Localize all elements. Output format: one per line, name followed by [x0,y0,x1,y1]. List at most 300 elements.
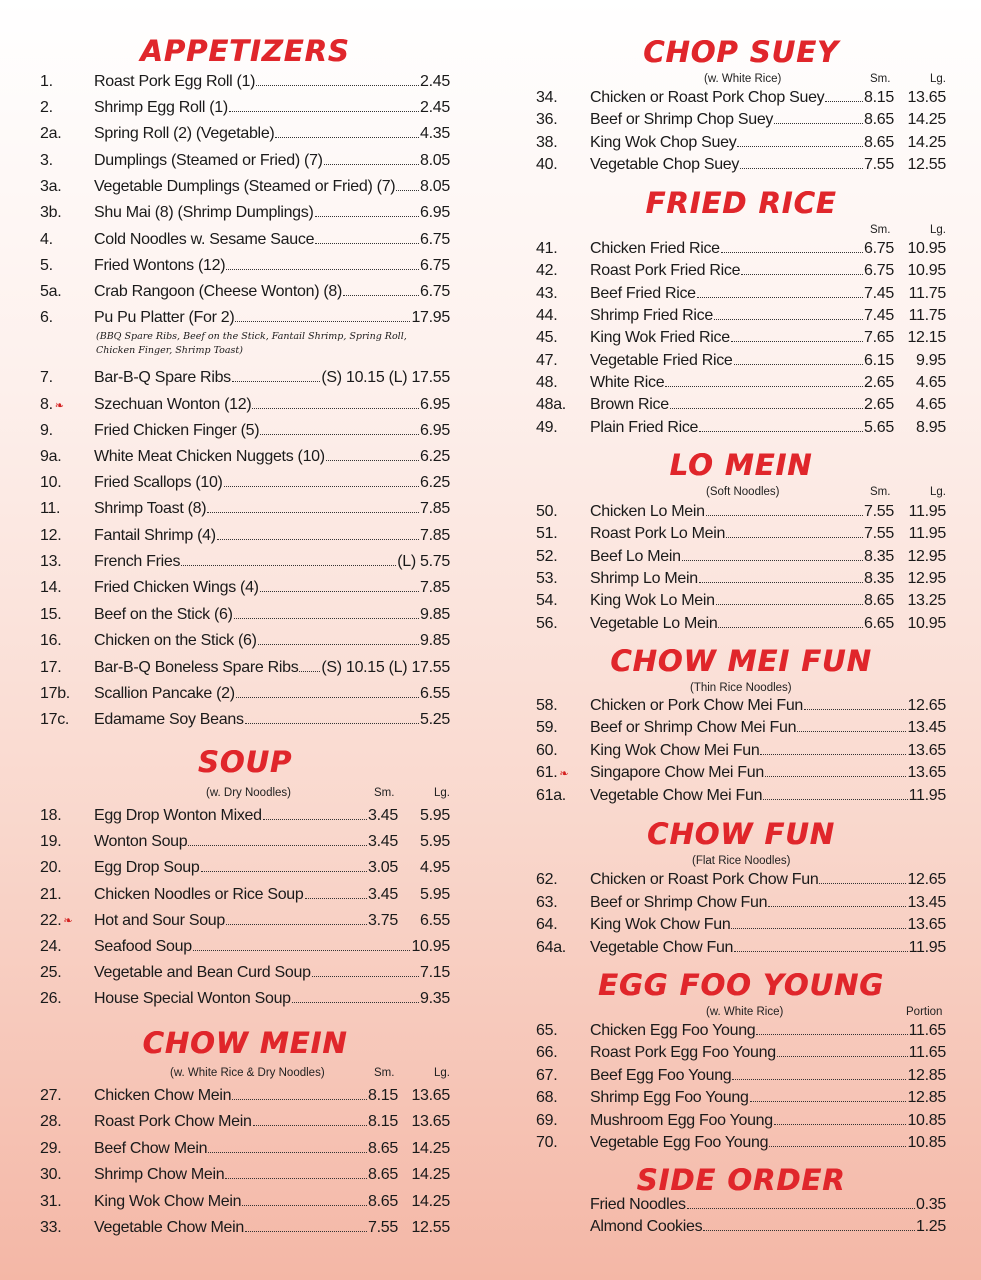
dot-leader [235,321,410,322]
item-price: 10.85 [907,1111,946,1129]
item-number [40,448,94,466]
dot-leader [188,845,367,846]
item-name: Vegetable Fried Rice [590,351,733,369]
item-number-text: 43. [536,284,558,302]
item-price-small: 6.15 [864,351,894,369]
item-price: 6.95 [420,204,450,221]
item-price-small: 3.45 [368,885,398,903]
fried-rice-title: FRIED RICE [645,186,837,220]
item-name: Vegetable Lo Mein [590,614,718,632]
item-price-large: 14.25 [411,1192,450,1210]
item-number [536,396,590,414]
item-number [536,1112,590,1130]
item-price-large: 5.95 [420,807,450,824]
item-number-text: 38. [536,133,558,151]
item-name: Fantail Shrimp (4) [94,527,216,544]
menu-item [40,711,450,733]
item-number-text: 70. [536,1134,558,1151]
soup-subtitle: (w. Dry Noodles) [206,787,291,799]
item-name: Pu Pu Platter (For 2) [94,309,235,326]
item-name: Shrimp Chow Mein [94,1166,225,1184]
dot-leader [750,1101,907,1102]
item-price-large: 13.65 [907,89,946,106]
item-number [40,73,94,91]
item-number-text: 66. [536,1044,558,1062]
item-price-small: 8.35 [864,569,894,587]
item-price: 13.45 [907,893,946,911]
dot-leader [768,906,906,907]
dot-leader [716,604,863,605]
menu-item [536,1089,946,1111]
menu-item [536,419,946,441]
appetizers-title: APPETIZERS [140,34,350,68]
chow-fun-title: CHOW FUN [647,817,835,851]
menu-item [40,553,450,575]
item-name: Beef or Shrimp Chow Fun [590,893,768,911]
item-name: Dumplings (Steamed or Fried) (7) [94,152,323,169]
item-number [40,938,94,956]
item-name: Fried Scallops (10) [94,474,223,491]
item-number [536,262,590,280]
item-price-small: 7.65 [864,329,894,347]
item-price-small: 7.55 [864,503,894,520]
item-number [40,231,94,249]
item-number [40,1166,94,1184]
chop-suey-sm-header: Sm. [870,73,891,85]
menu-item [536,285,946,307]
menu-item [40,204,450,226]
item-number [536,719,590,737]
item-price-large: 8.95 [916,418,946,436]
item-number [40,1140,94,1158]
menu-item [40,527,450,549]
item-number-text: 20. [40,859,62,877]
item-name: Shrimp Toast (8) [94,500,207,517]
dot-leader [670,408,863,409]
dot-leader [245,1231,367,1232]
chop-suey-lg-header: Lg. [930,73,946,85]
menu-item [536,1067,946,1089]
item-number-text: 2a. [40,125,62,142]
dot-leader [260,591,419,592]
item-price-large: 12.95 [907,569,946,587]
item-name: King Wok Chop Suey [590,133,737,151]
item-price-small: 7.45 [864,307,894,325]
menu-item [536,329,946,351]
item-price: 13.65 [907,764,946,782]
chow-mei-fun-subtitle: (Thin Rice Noodles) [690,682,792,694]
chili-pepper-icon: ❧ [54,399,64,412]
item-number [40,152,94,170]
item-number [536,939,590,957]
item-name: Vegetable Chow Mein [94,1219,244,1236]
dot-leader [226,924,367,925]
item-number [40,369,94,387]
item-number-text: 9. [40,422,53,439]
item-number [40,579,94,597]
item-price-small: 7.45 [864,284,894,302]
item-name: Chicken or Roast Pork Chow Fun [590,871,819,888]
chow-mein-lg-header: Lg. [434,1067,450,1079]
item-price: 12.85 [907,1066,946,1084]
menu-item [536,1134,946,1156]
item-name: Wonton Soup [94,833,188,851]
menu-item [536,396,946,418]
item-number [40,990,94,1008]
menu-item [40,448,450,470]
item-number-text: 36. [536,111,558,129]
item-number [40,606,94,624]
item-number-text: 5a. [40,283,62,300]
item-number [40,711,94,729]
item-price: 12.65 [907,871,946,888]
item-name: Edamame Soy Beans [94,711,244,728]
item-price-large: 14.25 [411,1166,450,1184]
dot-leader [731,928,906,929]
item-price: 6.25 [420,448,450,465]
dot-leader [181,565,396,566]
dot-leader [292,1002,419,1003]
item-price-small: 8.15 [368,1113,398,1131]
dot-leader [756,1034,907,1035]
item-price: 12.85 [907,1089,946,1107]
item-price-small: 6.65 [864,614,894,632]
item-number [40,632,94,650]
item-number-text: 47. [536,351,558,369]
chow-mei-fun-title: CHOW MEI FUN [610,644,872,678]
dot-leader [734,951,907,952]
menu-item [40,833,450,855]
dot-leader [763,799,907,800]
side-order-title: SIDE ORDER [636,1163,846,1197]
menu-item [536,134,946,156]
item-number [40,500,94,518]
item-number [40,1113,94,1131]
item-name: Hot and Sour Soup [94,911,225,929]
chow-mein-subtitle: (w. White Rice & Dry Noodles) [170,1067,325,1079]
item-name: Shrimp Lo Mein [590,569,698,587]
menu-item [536,156,946,178]
menu-item [40,152,450,174]
item-name: Scallion Pancake (2) [94,685,235,702]
item-price-large: 4.95 [420,859,450,877]
item-number-text: 19. [40,833,62,851]
item-name: Beef Chow Mein [94,1139,208,1157]
item-number [536,871,590,889]
item-number [536,111,590,129]
item-number [40,422,94,440]
item-number-text: 51. [536,525,558,543]
item-price: 0.35 [916,1196,946,1213]
menu-item [536,570,946,592]
item-price: 2.45 [420,73,450,90]
dot-leader [263,819,367,820]
menu-item [40,125,450,147]
item-price-large: 13.65 [411,1113,450,1131]
menu-item [536,525,946,547]
item-price: 11.65 [908,1044,946,1062]
item-name: White Meat Chicken Nuggets (10) [94,448,325,465]
item-price-large: 12.55 [907,156,946,174]
menu-item [536,307,946,329]
item-price-small: 6.75 [864,262,894,280]
item-number-text: 5. [40,257,53,274]
item-price-small: 8.65 [368,1139,398,1157]
item-number [40,527,94,545]
item-name: Shrimp Fried Rice [590,307,713,325]
menu-item [40,1219,450,1241]
item-price-small: 6.75 [864,240,894,257]
menu-item [536,1044,946,1066]
chili-pepper-icon: ❧ [559,767,569,780]
item-number [40,309,94,327]
dot-leader [256,85,419,86]
item-name: Bar-B-Q Spare Ribs [94,369,231,386]
dot-leader [305,898,368,899]
item-number [536,764,590,782]
item-name: Beef Fried Rice [590,284,696,302]
item-price-small: 8.15 [864,89,894,106]
menu-item [40,579,450,601]
item-name: Bar-B-Q Boneless Spare Ribs [94,659,299,676]
item-name: Fried Noodles [590,1196,686,1213]
item-price-large: 10.95 [907,262,946,280]
item-price: 6.75 [420,257,450,274]
dot-leader [760,754,906,755]
item-number [536,570,590,588]
item-number-text: 12. [40,527,62,544]
item-price: 7.15 [420,964,450,982]
item-number [536,419,590,437]
menu-item [536,1196,946,1218]
menu-item [40,1087,450,1109]
item-number-text: 68. [536,1089,558,1107]
item-number-text: 69. [536,1111,558,1129]
item-number-text: 53. [536,569,558,587]
item-number [536,697,590,715]
item-price: 9.85 [420,632,450,649]
item-price-large: 10.95 [907,614,946,632]
item-price: 7.85 [420,500,450,517]
item-price-large: 11.95 [908,503,946,520]
item-price-small: 7.55 [368,1219,398,1236]
item-price-small: 3.45 [368,833,398,851]
item-number-text: 7. [40,369,53,386]
menu-item [40,990,450,1012]
item-name: Egg Drop Wonton Mixed [94,807,262,824]
menu-item [536,719,946,741]
dot-leader [343,295,419,296]
item-number-text: 27. [40,1087,62,1104]
item-price: 6.95 [420,422,450,439]
menu-item [536,111,946,133]
item-number-text: 17c. [40,711,70,728]
item-number [40,964,94,982]
menu-item [40,606,450,628]
item-number-text: 58. [536,697,558,714]
dot-leader [765,776,907,777]
item-price-large: 11.75 [908,284,946,302]
item-number [40,1219,94,1237]
item-number [536,742,590,760]
item-price: 10.95 [411,938,450,955]
item-number-text: 59. [536,719,558,737]
item-name: Roast Pork Egg Foo Young [590,1044,776,1062]
item-number-text: 41. [536,240,558,257]
dot-leader [226,269,419,270]
item-price-small: 2.65 [864,374,894,392]
item-price-small: 3.45 [368,807,398,824]
item-name: Shrimp Egg Roll (1) [94,99,228,116]
item-number [40,178,94,196]
dot-leader [236,697,419,698]
menu-item [536,374,946,396]
item-number [536,525,590,543]
dot-leader [201,871,368,872]
menu-item [536,592,946,614]
menu-item [40,1166,450,1188]
menu-item [40,369,450,391]
dot-leader [207,512,419,513]
menu-item [536,894,946,916]
item-number [40,859,94,877]
dot-leader [737,146,863,147]
item-number [536,548,590,566]
dot-leader [224,486,419,487]
item-number [40,553,94,571]
item-number [536,787,590,805]
chow-fun-subtitle: (Flat Rice Noodles) [692,855,791,867]
item-price-large: 5.95 [420,885,450,903]
menu-item [40,73,450,95]
dot-leader [193,950,411,951]
item-price-large: 12.15 [907,329,946,347]
item-price: 17.95 [411,309,450,326]
item-name: Vegetable Chop Suey [590,156,740,174]
item-name: Chicken Noodles or Rice Soup [94,885,304,903]
egg-foo-young-portion-header: Portion [906,1006,943,1018]
item-number [40,99,94,117]
item-number-text: 67. [536,1066,558,1084]
menu-item [536,787,946,809]
dot-leader [797,731,906,732]
chop-suey-subtitle: (w. White Rice) [704,73,782,85]
menu-item [40,231,450,253]
item-number [536,592,590,610]
item-price: 12.65 [907,697,946,714]
item-name: Singapore Chow Mei Fun [590,764,764,782]
item-price-small: 8.15 [368,1087,398,1104]
item-number-text: 21. [40,885,62,903]
item-name: Beef on the Stick (6) [94,606,233,623]
soup-lg-header: Lg. [434,787,450,799]
dot-leader [299,671,320,672]
item-price: 2.45 [420,99,450,116]
item-price-large: 14.25 [907,111,946,129]
item-number-text: 3. [40,152,53,169]
dot-leader [312,976,419,977]
chow-mein-sm-header: Sm. [374,1067,395,1079]
item-number [40,886,94,904]
dot-leader [741,274,863,275]
item-name: Crab Rangoon (Cheese Wonton) (8) [94,283,343,300]
item-number [536,916,590,934]
dot-leader [234,618,419,619]
item-number [40,807,94,825]
item-number [536,1044,590,1062]
item-price-large: 5.95 [420,833,450,851]
item-number-text: 29. [40,1139,62,1157]
item-name: Roast Pork Egg Roll (1) [94,73,256,90]
item-number-text: 3b. [40,204,62,221]
item-price: 11.95 [908,938,946,956]
item-name: Brown Rice [590,396,669,414]
item-name: Shu Mai (8) (Shrimp Dumplings) [94,204,314,221]
item-number [536,894,590,912]
item-name: Vegetable Chow Fun [590,938,734,956]
dot-leader [769,1146,906,1147]
item-price-small: 8.65 [864,111,894,129]
item-number-text: 25. [40,964,62,982]
item-number-text: 17. [40,659,62,676]
item-name: Fried Chicken Wings (4) [94,579,259,596]
item-number [536,1022,590,1040]
item-price-small: 3.75 [368,911,398,929]
item-number-text: 11. [40,500,61,517]
item-name: Chicken Lo Mein [590,503,705,520]
item-name: King Wok Chow Fun [590,916,731,933]
menu-item [536,503,946,525]
item-number [40,283,94,301]
item-number-text: 48a. [536,396,566,414]
dot-leader [232,1099,367,1100]
item-price-small: 8.65 [864,133,894,151]
menu-item [40,886,450,908]
menu-item [536,1022,946,1044]
dot-leader [208,1152,367,1153]
item-price-large: 4.65 [916,374,946,392]
menu-item [40,283,450,305]
lo-mein-subtitle: (Soft Noodles) [706,486,780,498]
item-number-text: 44. [536,307,558,325]
dot-leader [326,460,419,461]
item-number [536,134,590,152]
dot-leader [245,723,419,724]
menu-item [536,615,946,637]
menu-item [536,89,946,111]
item-name: Roast Pork Fried Rice [590,262,741,280]
chili-pepper-icon: ❧ [63,915,73,928]
item-number [536,352,590,370]
item-number [40,912,94,930]
menu-item [536,262,946,284]
dot-leader [731,341,863,342]
menu-item [40,859,450,881]
item-name: Plain Fried Rice [590,418,699,436]
dot-leader [258,644,419,645]
item-number-text: 62. [536,871,558,888]
dot-leader [396,190,419,191]
dot-leader [774,1124,907,1125]
item-price-small: 7.55 [864,156,894,174]
menu-item [40,632,450,654]
item-price-small: 8.65 [368,1166,398,1184]
item-price: 6.25 [420,474,450,491]
dot-leader [324,164,419,165]
menu-item [40,938,450,960]
item-name: Beef or Shrimp Chop Suey [590,111,774,129]
item-number [40,396,94,414]
